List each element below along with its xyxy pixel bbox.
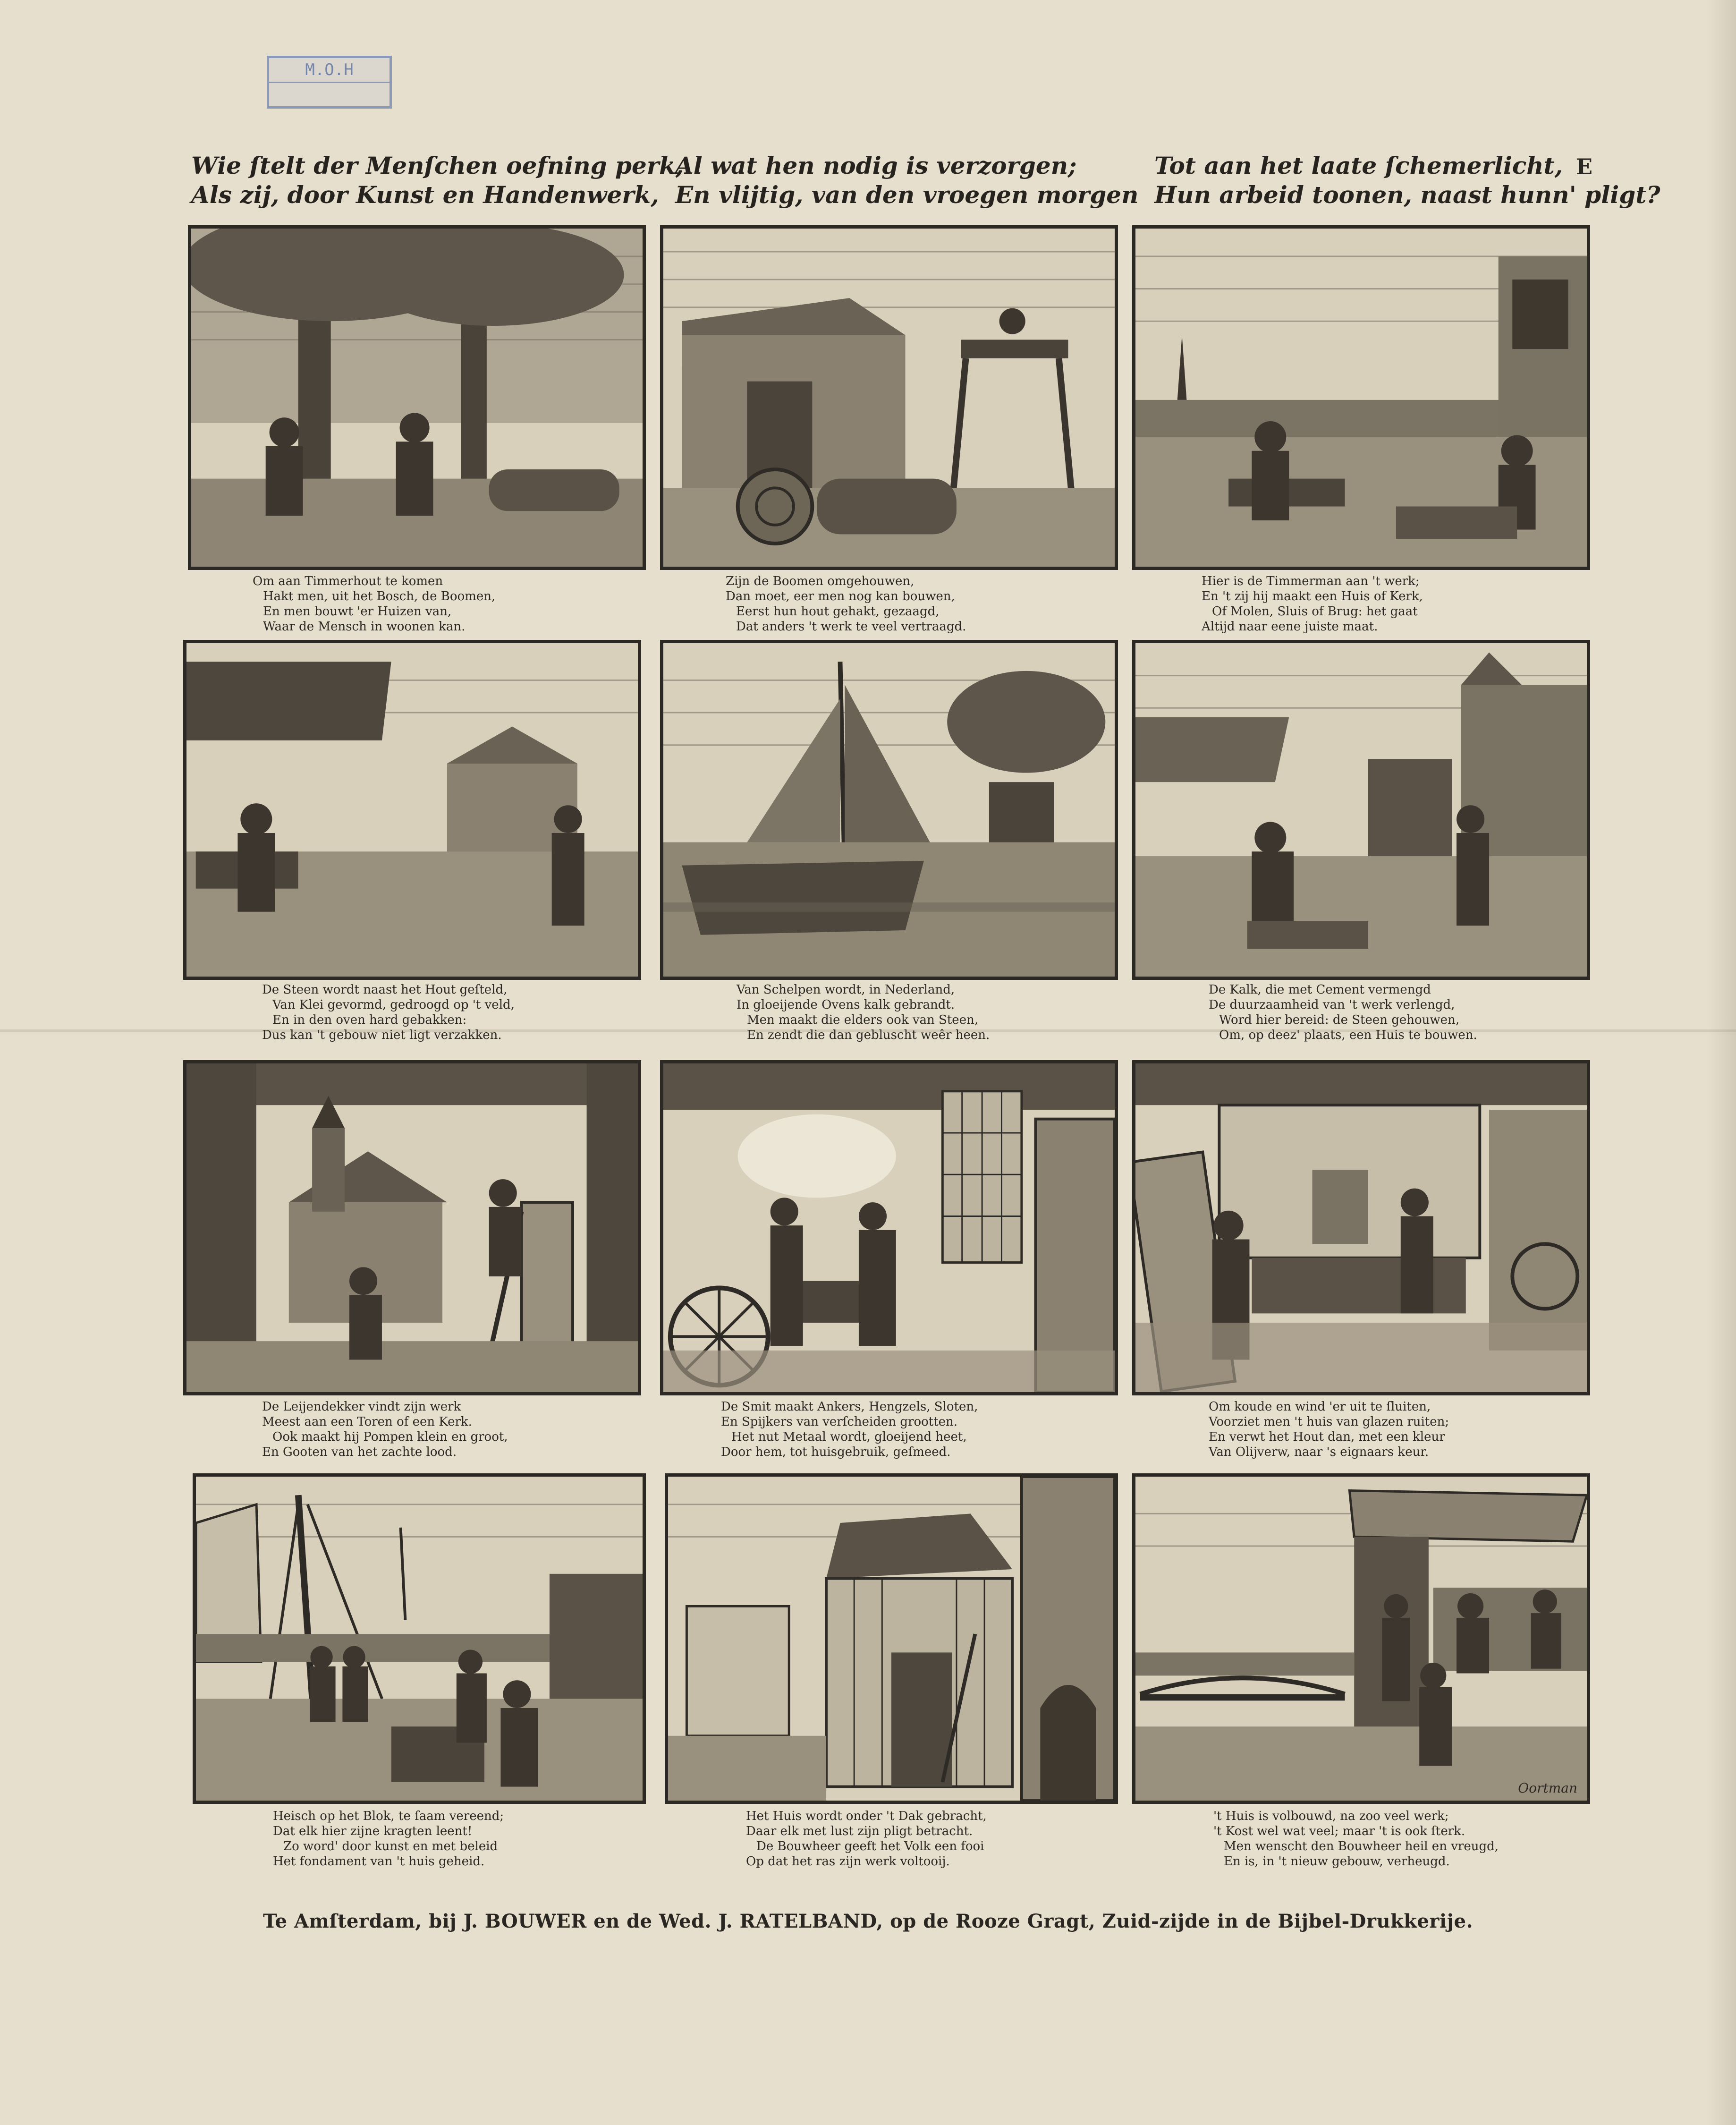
caption-line: Meest aan een Toren of een Kerk.: [262, 1415, 472, 1429]
caption-line: Daar elk met lust zijn pligt betracht.: [746, 1824, 973, 1838]
stamp-line-2: [269, 82, 390, 107]
woodcut-illustration: [668, 1477, 1115, 1801]
caption-line: Op dat het ras zijn werk voltooij.: [746, 1854, 950, 1869]
caption-line: Dus kan 't gebouw niet ligt verzakken.: [262, 1028, 502, 1042]
panel-smith: [660, 1060, 1118, 1395]
caption-line: Hakt men, uit het Bosch, de Boomen,: [263, 589, 496, 604]
panel-sawyers: [660, 225, 1118, 570]
artist-signature: Oortman: [1518, 1780, 1577, 1796]
caption-4: [262, 982, 621, 1043]
caption-line: Het Huis wordt onder 't Dak gebracht,: [746, 1809, 987, 1823]
panel-carpenters: [1132, 225, 1590, 570]
caption-line: En verwt het Hout dan, met een kleur: [1209, 1430, 1445, 1444]
caption-line: Men maakt die elders ook van Steen,: [747, 1013, 979, 1027]
caption-12: [1213, 1809, 1572, 1869]
caption-line: Ook maakt hij Pompen klein en groot,: [272, 1430, 508, 1444]
caption-line: En in den oven hard gebakken:: [272, 1013, 467, 1027]
header-verse-line: Hun arbeid toonen, naast hunn' pligt?: [1154, 181, 1660, 209]
woodcut-illustration: [191, 229, 643, 567]
caption-line: Het fondament van 't huis geheid.: [273, 1854, 485, 1869]
caption-line: Men wenscht den Bouwheer heil en vreugd,: [1224, 1839, 1499, 1853]
caption-line: De Steen wordt naast het Hout geſteld,: [262, 983, 508, 997]
caption-line: Heisch op het Blok, te ſaam vereend;: [273, 1809, 504, 1823]
panel-woodcutters: [188, 225, 646, 570]
caption-7: [262, 1399, 621, 1460]
caption-line: Altijd naar eene juiste maat.: [1202, 620, 1378, 634]
caption-line: Hier is de Timmerman aan 't werk;: [1202, 574, 1420, 588]
woodcut-illustration: [1135, 1063, 1587, 1392]
panel-celebration: [1132, 1473, 1590, 1804]
woodcut-illustration: [196, 1477, 643, 1801]
caption-line: Om, op deez' plaats, een Huis te bouwen.: [1219, 1028, 1477, 1042]
caption-9: [1209, 1399, 1567, 1460]
caption-line: Voorziet men 't huis van glazen ruiten;: [1209, 1415, 1449, 1429]
caption-3: [1202, 574, 1560, 634]
paper-edge-shadow: [1708, 0, 1736, 2125]
woodcut-illustration: [1135, 229, 1587, 567]
header-verse-3: [1154, 151, 1660, 210]
panel-pile-drivers: [193, 1473, 646, 1804]
caption-line: En 't zij hij maakt een Huis of Kerk,: [1202, 589, 1423, 604]
header-verse-1: [191, 151, 684, 210]
caption-line: En is, in 't nieuw gebouw, verheugd.: [1224, 1854, 1450, 1869]
caption-line: De Bouwheer geeft het Volk een fooi: [756, 1839, 984, 1853]
stamp-line-1: M.O.H: [305, 60, 354, 79]
caption-line: En zendt die dan gebluscht weêr heen.: [747, 1028, 990, 1042]
caption-1: [253, 574, 611, 634]
signature-mark: E: [1576, 154, 1593, 179]
header-verse-line: Tot aan het laate ſchemerlicht,: [1154, 152, 1563, 179]
header-verse-line: Als zij, door Kunst en Handenwerk,: [191, 181, 659, 209]
panel-brickmakers: [183, 640, 641, 980]
woodcut-illustration: [186, 1063, 638, 1392]
panel-masons: [1132, 640, 1590, 980]
header-verse-line: Wie ſtelt der Menſchen oefning perk,: [191, 152, 684, 179]
caption-line: Word hier bereid: de Steen gehouwen,: [1219, 1013, 1460, 1027]
caption-2: [726, 574, 1084, 634]
woodcut-illustration: [1135, 643, 1587, 977]
caption-line: Eerst hun hout gehakt, gezaagd,: [736, 604, 940, 619]
caption-line: De Kalk, die met Cement vermengd: [1209, 983, 1431, 997]
caption-line: 't Kost wel wat veel; maar 't is ook ſterk.: [1213, 1824, 1465, 1838]
panel-glazier: [1132, 1060, 1590, 1395]
caption-line: Om aan Timmerhout te komen: [253, 574, 443, 588]
publisher-imprint: Te Amſterdam, bij J. BOUWER en de Wed. J. RATELBAND, op de Rooze Gragt, Zuid-zijde in de Bijbel-Drukkerije.: [263, 1910, 1473, 1932]
caption-line: Waar de Mensch in woonen kan.: [263, 620, 466, 634]
caption-line: Of Molen, Sluis of Brug: het gaat: [1212, 604, 1418, 619]
caption-line: 't Huis is volbouwd, na zoo veel werk;: [1213, 1809, 1449, 1823]
caption-line: Door hem, tot huisgebruik, geſmeed.: [721, 1445, 951, 1459]
header-verse-line: En vlijtig, van den vroegen morgen: [675, 181, 1139, 209]
caption-line: Om koude en wind 'er uit te ſluiten,: [1209, 1400, 1431, 1414]
panel-roofing: [665, 1473, 1118, 1804]
woodcut-illustration: [186, 643, 638, 977]
caption-11: [746, 1809, 1105, 1869]
woodcut-illustration: [663, 643, 1115, 977]
woodcut-illustration: [663, 1063, 1115, 1392]
caption-line: En men bouwt 'er Huizen van,: [263, 604, 452, 619]
caption-line: De Smit maakt Ankers, Hengzels, Sloten,: [721, 1400, 978, 1414]
caption-line: Van Schelpen wordt, in Nederland,: [737, 983, 955, 997]
caption-line: De Leijendekker vindt zijn werk: [262, 1400, 461, 1414]
caption-line: En Gooten van het zachte lood.: [262, 1445, 457, 1459]
caption-5: [737, 982, 1095, 1043]
caption-line: Dan moet, eer men nog kan bouwen,: [726, 589, 955, 604]
caption-line: Van Klei gevormd, gedroogd op 't veld,: [272, 998, 515, 1012]
caption-line: De duurzaamheid van 't werk verlengd,: [1209, 998, 1455, 1012]
caption-6: [1209, 982, 1567, 1043]
caption-line: Zo word' door kunst en met beleid: [283, 1839, 498, 1853]
caption-line: Dat anders 't werk te veel vertraagd.: [736, 620, 966, 634]
caption-line: Dat elk hier zijne kragten leent!: [273, 1824, 473, 1838]
collection-stamp: [267, 56, 392, 109]
caption-line: Van Olijverw, naar 's eignaars keur.: [1209, 1445, 1429, 1459]
caption-line: In gloeijende Ovens kalk gebrandt.: [737, 998, 955, 1012]
panel-slater: [183, 1060, 641, 1395]
panel-lime-kiln: [660, 640, 1118, 980]
woodcut-illustration: [663, 229, 1115, 567]
caption-line: Zijn de Boomen omgehouwen,: [726, 574, 915, 588]
header-verse-2: [675, 151, 1139, 210]
caption-line: En Spijkers van verſcheiden grootten.: [721, 1415, 958, 1429]
header-verse-line: Al wat hen nodig is verzorgen;: [675, 152, 1077, 179]
caption-8: [721, 1399, 1080, 1460]
caption-line: Het nut Metaal wordt, gloeijend heet,: [731, 1430, 967, 1444]
woodcut-illustration: [1135, 1477, 1587, 1801]
caption-10: [273, 1809, 632, 1869]
